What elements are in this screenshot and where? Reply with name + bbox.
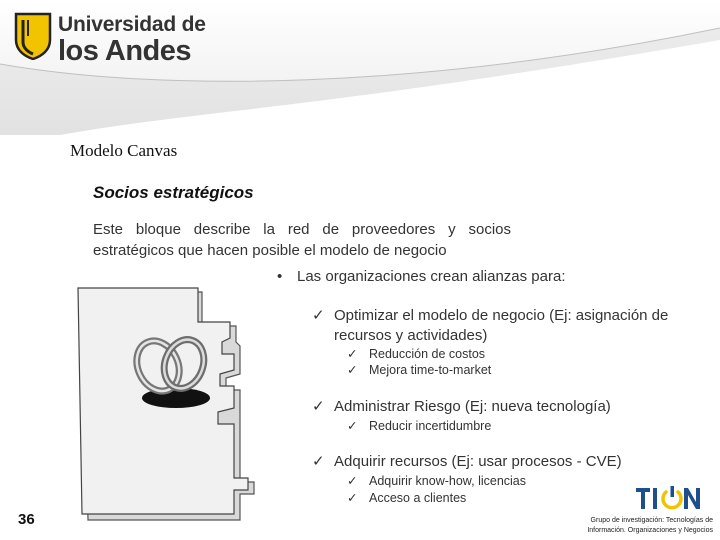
puzzle-rings-illustration [76, 282, 276, 522]
checkmark-icon: ✓ [347, 347, 358, 361]
main-bullet [277, 268, 566, 285]
tion-logo-icon [636, 485, 700, 511]
checkmark-icon: ✓ [312, 307, 325, 324]
checkmark-icon: ✓ [312, 398, 325, 415]
sub-list-item-text: Reducir incertidumbre [369, 419, 492, 433]
logo-line-1: Universidad de [58, 13, 206, 36]
list-item [312, 397, 697, 417]
page-number: 36 [18, 511, 35, 528]
sub-list-item-text: Acceso a clientes [369, 491, 467, 505]
university-shield-icon [14, 12, 52, 60]
sub-list-item-text: Reducción de costos [369, 347, 486, 361]
block-title: Socios estratégicos [93, 183, 254, 202]
list-item [312, 452, 697, 472]
list-item-text: Adquirir recursos (Ej: usar procesos - CVE) [334, 453, 622, 470]
block-description: Este bloque describe la red de proveedores y socios estratégicos que hacen posible el modelo de negocio [93, 221, 511, 259]
list-item [312, 306, 697, 346]
university-logo [14, 12, 206, 67]
sub-list-item [347, 473, 526, 489]
bullet-dot-icon: • [277, 268, 283, 285]
research-group-text: Grupo de investigación: Tecnologías de Información. Organizaciones y Negocios [587, 517, 713, 534]
sub-list-item-text: Adquirir know-how, licencias [369, 474, 527, 488]
sub-list-item [347, 490, 466, 506]
checkmark-icon: ✓ [347, 419, 358, 433]
section-title: Modelo Canvas [70, 141, 178, 160]
list-item-text: Optimizar el modelo de negocio (Ej: asignación de recursos y actividades) [334, 307, 669, 344]
checkmark-icon: ✓ [312, 453, 325, 470]
sub-list-item [347, 418, 491, 434]
sub-list-item [347, 346, 485, 362]
checkmark-icon: ✓ [347, 491, 358, 505]
list-item-text: Administrar Riesgo (Ej: nueva tecnología) [334, 398, 611, 415]
checkmark-icon: ✓ [347, 363, 358, 377]
sub-list-item-text: Mejora time-to-market [369, 363, 492, 377]
logo-line-2: los Andes [58, 35, 192, 67]
main-bullet-text: Las organizaciones crean alianzas para: [297, 268, 566, 285]
checkmark-icon: ✓ [347, 474, 358, 488]
sub-list-item [347, 362, 491, 378]
